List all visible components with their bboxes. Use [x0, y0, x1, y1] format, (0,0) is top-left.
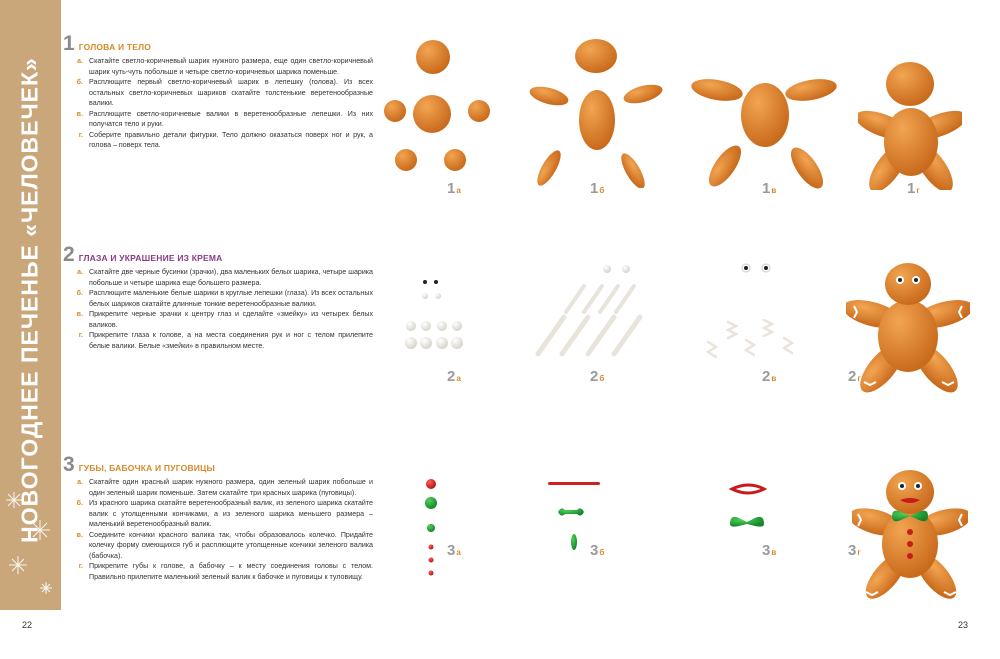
step-item [63, 267, 373, 288]
step-item [63, 330, 373, 351]
step-text: Прикрепите черные зрачки к центру глаз и сделайте «змейку» из четырех белых валиков. [89, 310, 373, 329]
step-3a-photo [418, 476, 448, 586]
section-number: 1 [63, 32, 75, 55]
caption-3c: 3в [762, 542, 777, 559]
step-3c-photo [720, 476, 780, 536]
caption-1c: 1в [762, 180, 777, 197]
step-text: Скатайте две черные бусинки (зрачки), два маленьких белых шарика, четыре шарика побольше и четыре шарика еще большего размера. [89, 268, 373, 287]
step-1a-photo [382, 38, 494, 180]
section-number: 3 [63, 453, 75, 476]
step-text: Расплющите маленькие белые шарики в круглые лепешки (глаза). Из всех остальных белых шариков скатайте длинные тонкие веретенообразные валики. [89, 289, 373, 308]
step-2b-photo [532, 262, 650, 362]
step-1b-photo [526, 38, 664, 188]
step-item [63, 498, 373, 530]
step-letter: г. [78, 331, 83, 339]
section-title: ГОЛОВА И ТЕЛО [78, 42, 152, 52]
step-item [63, 477, 373, 498]
step-text: Прикрепите глаза к голове, а на места соединения рук и ног с телом прилепите белые валики. Белые «змейки» в правильном месте. [89, 331, 373, 350]
step-item [63, 288, 373, 309]
step-letter: а. [77, 268, 83, 276]
steps-list [63, 56, 373, 151]
steps-list [63, 267, 373, 351]
step-letter: в. [76, 310, 83, 318]
step-letter: в. [76, 109, 83, 118]
section-1 [63, 33, 373, 151]
step-2c-photo [700, 260, 810, 365]
step-item [63, 56, 373, 77]
steps-list [63, 477, 373, 582]
step-letter: б. [76, 499, 83, 507]
caption-1a: 1а [447, 180, 461, 197]
caption-2d: 2г [848, 368, 861, 385]
step-2d-photo [846, 262, 970, 398]
step-text: Скатайте один красный шарик нужного размера, один зеленый шарик побольше и один зеленый шарик поменьше. Затем скатайте три красных шарика (пуговицы). [89, 478, 373, 497]
section-2 [63, 244, 373, 351]
step-item [63, 109, 373, 130]
step-letter: в. [76, 530, 83, 539]
section-number: 2 [63, 243, 75, 266]
step-item [63, 77, 373, 109]
step-item [63, 309, 373, 330]
step-1c-photo [690, 70, 840, 190]
page-number-left: 22 [22, 620, 33, 630]
sidebar-band [0, 0, 61, 610]
caption-3d: 3г [848, 542, 861, 559]
step-item [63, 130, 373, 151]
caption-3a: 3а [447, 542, 461, 559]
step-letter: б. [76, 78, 83, 86]
caption-2a: 2а [447, 368, 461, 385]
step-1d-photo [858, 62, 962, 190]
step-2a-photo [398, 276, 468, 356]
step-item [63, 530, 373, 562]
step-text: Соедините кончики красного валика так, чтобы образовалось колечко. Придайте колечку форму смеющихся губ и расплющите утолщенные кончики зеленого валика (бабочка). [89, 530, 373, 560]
caption-2b: 2б [590, 368, 605, 385]
step-letter: б. [76, 289, 83, 297]
step-text: Соберите правильно детали фигурки. Тело должно оказаться поверх ног и рук, а голова – поверх тела. [89, 130, 373, 149]
section-title: ГУБЫ, БАБОЧКА И ПУГОВИЦЫ [78, 463, 216, 473]
step-letter: г. [78, 130, 83, 139]
caption-2c: 2в [762, 368, 777, 385]
step-letter: г. [78, 562, 83, 570]
caption-3b: 3б [590, 542, 605, 559]
page-number-right: 23 [958, 620, 969, 630]
step-letter: а. [77, 57, 83, 65]
step-item [63, 561, 373, 582]
step-3d-photo [852, 468, 968, 604]
section-3 [63, 454, 373, 582]
snowflake-decoration-icon [0, 470, 61, 610]
caption-1b: 1б [590, 180, 605, 197]
step-text: Прикрепите губы к голове, а бабочку – к месту соединения головы с телом. Правильно прилепите маленький зеленый валик к бабочке и пуговицы к туловищу. [89, 562, 373, 581]
step-text: Скатайте светло-коричневый шарик нужного размера, еще один светло-коричневый шарик чуть-чуть побольше и четыре светло-коричневых шарика поменьше. [89, 57, 373, 76]
step-text: Расплющите светло-коричневые валики в веретенообразные лепешки. Из них получатся тело и руки. [89, 109, 373, 128]
step-letter: а. [77, 478, 83, 486]
caption-1d: 1г [907, 180, 920, 197]
sidebar-title-text: НОВОГОДНЕЕ ПЕЧЕНЬЕ «ЧЕЛОВЕЧЕК» [16, 57, 43, 543]
section-title: ГЛАЗА И УКРАШЕНИЕ ИЗ КРЕМА [78, 253, 223, 263]
step-text: Из красного шарика скатайте веретенообразный валик, из зеленого шарика скатайте валик с утолщенными кончиками, а из зеленого шарика меньшего размера – маленький веретенообразный валик. [89, 499, 373, 528]
step-text: Расплющите первый светло-коричневый шарик в лепешку (голова). Из всех остальных светло-коричневых шариков скатайте толстенькие веретенообразные валики. [89, 78, 373, 107]
